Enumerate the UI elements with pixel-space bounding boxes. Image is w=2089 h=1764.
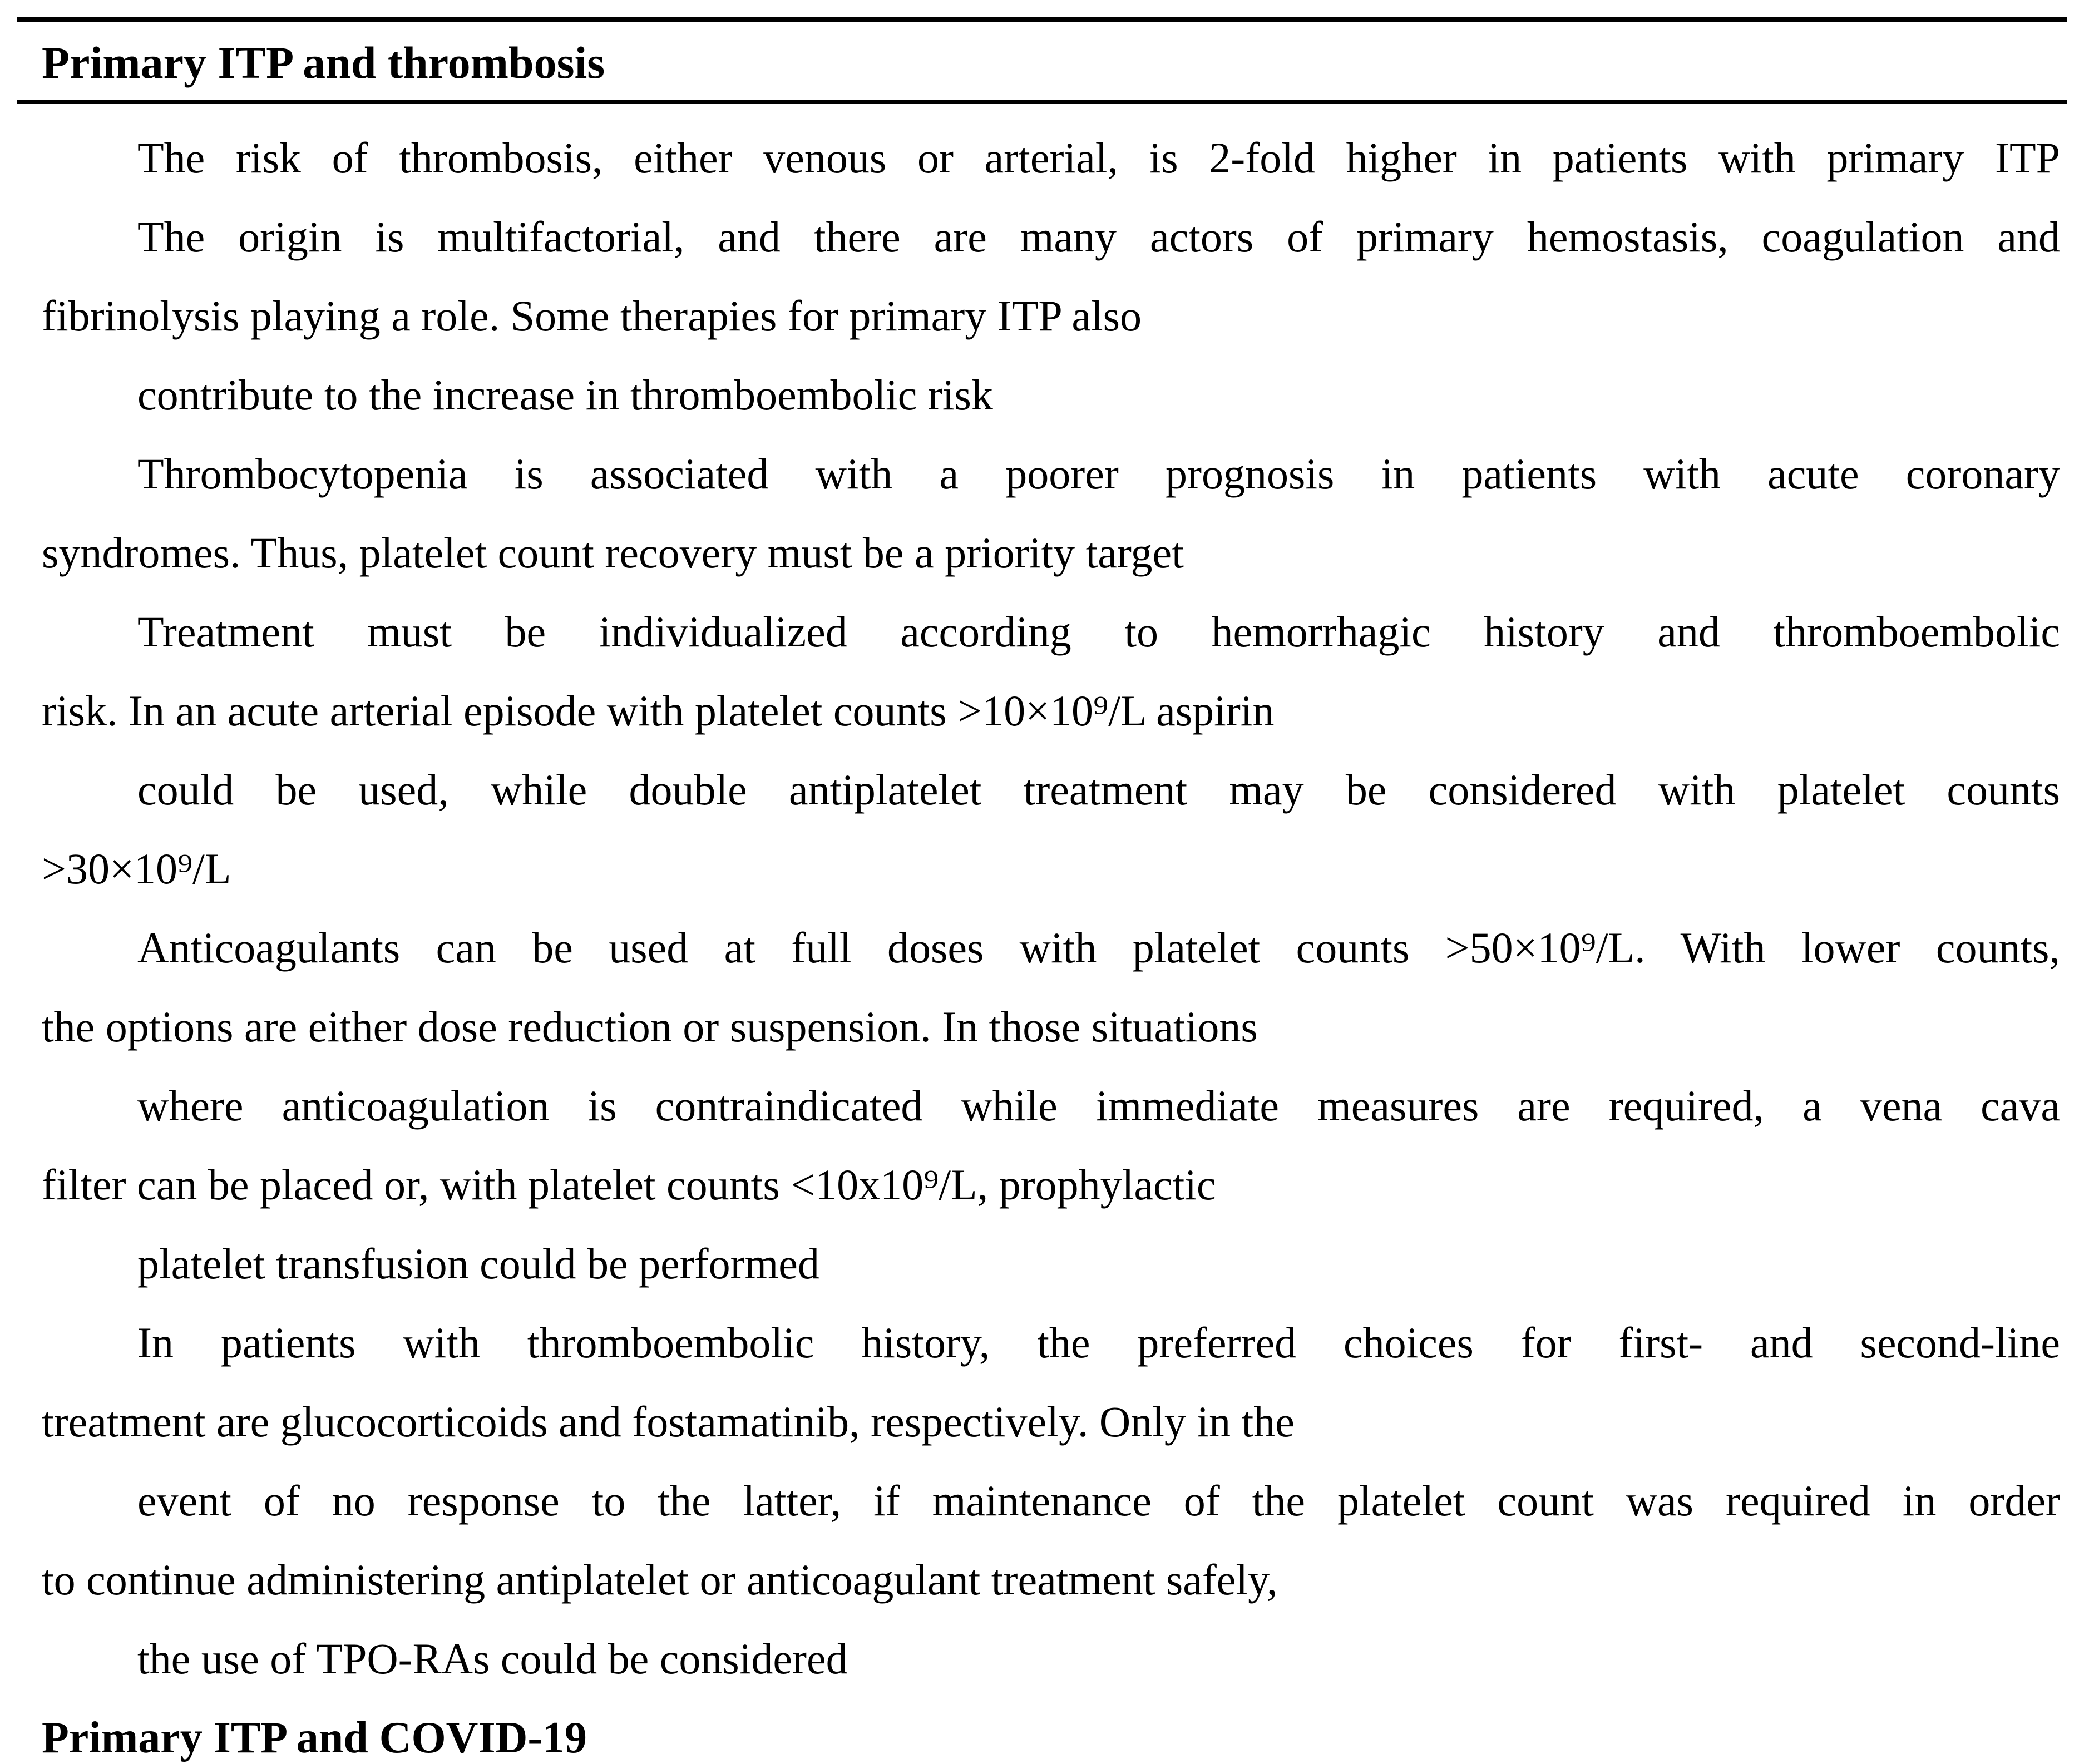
text-line: filter can be placed or, with platelet counts <10x10⁹/L, prophylactic (42, 1160, 1216, 1209)
table-body (42, 118, 2060, 1764)
text-line: In patients with thromboembolic history, the preferred choices for first- and second-line (137, 1318, 2060, 1367)
text-line: >30×10⁹/L (42, 844, 231, 893)
section-header-thrombosis: Primary ITP and thrombosis (42, 37, 605, 88)
table-top-rule (17, 17, 2067, 22)
text-line: event of no response to the latter, if maintenance of the platelet count was required in order (137, 1476, 2060, 1525)
text-line: the options are either dose reduction or suspension. In those situations (42, 1002, 1258, 1051)
text-line: syndromes. Thus, platelet count recovery must be a priority target (42, 528, 1184, 577)
text-line: treatment are glucocorticoids and fostamatinib, respectively. Only in the (42, 1397, 1295, 1446)
text-line: The risk of thrombosis, either venous or arterial, is 2-fold higher in patients with primary ITP (137, 134, 2060, 182)
table-header-rule (17, 100, 2067, 104)
text-line: Thrombocytopenia is associated with a poorer prognosis in patients with acute coronary (137, 449, 2060, 498)
text-line: could be used, while double antiplatelet treatment may be considered with platelet counts (137, 765, 2060, 814)
text-line: Treatment must be individualized according to hemorrhagic history and thromboembolic (137, 607, 2060, 656)
text-line: Anticoagulants can be used at full doses with platelet counts >50×10⁹/L. With lower counts, (137, 923, 2060, 972)
text-line: to continue administering antiplatelet or anticoagulant treatment safely, (42, 1555, 1278, 1604)
text-line: The origin is multifactorial, and there are many actors of primary hemostasis, coagulation and (137, 213, 2060, 261)
section-header-covid: Primary ITP and COVID-19 (42, 1713, 587, 1762)
text-line: the use of TPO-RAs could be considered (137, 1634, 848, 1683)
text-line: platelet transfusion could be performed (137, 1239, 819, 1288)
text-line: fibrinolysis playing a role. Some therapies for primary ITP also (42, 291, 1142, 340)
text-line: where anticoagulation is contraindicated while immediate measures are required, a vena cava (137, 1081, 2060, 1130)
text-line: contribute to the increase in thromboembolic risk (137, 370, 993, 419)
text-line: risk. In an acute arterial episode with platelet counts >10×10⁹/L aspirin (42, 686, 1275, 735)
